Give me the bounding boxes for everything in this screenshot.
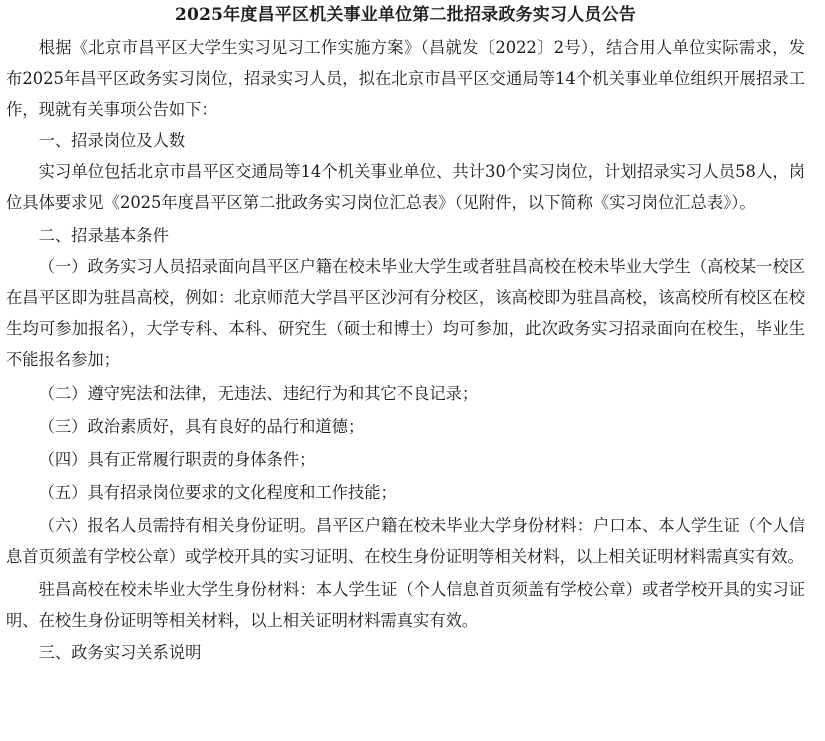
document-title: 2025年度昌平区机关事业单位第二批招录政务实习人员公告 (175, 5, 636, 25)
section-heading-conditions: 二、招录基本条件 (38, 226, 169, 245)
condition-item-3: （三）政治素质好，具有良好的品行和道德； (38, 417, 365, 436)
positions-paragraph: 实习单位包括北京市昌平区交通局等14个机关事业单位、共计30个实习岗位，计划招录实习人员58人，岗位具体要求见《2025年度昌平区第二批政务实习岗位汇总表》（见附件，以下简称《实习岗位汇总表》）。 (6, 162, 805, 212)
condition-item-2: （二）遵守宪法和法律，无违法、违纪行为和其它不良记录； (38, 384, 479, 403)
condition-item-6-supplement: 驻昌高校在校未毕业大学生身份材料：本人学生证（个人信息首页须盖有学校公章）或者学校开具的实习证明、在校生身份证明等相关材料，以上相关证明材料需真实有效。 (6, 580, 805, 630)
condition-item-5: （五）具有招录岗位要求的文化程度和工作技能； (38, 483, 397, 502)
intro-paragraph: 根据《北京市昌平区大学生实习见习工作实施方案》（昌就发〔2022〕2号），结合用人单位实际需求，发布2025年昌平区政务实习岗位，招录实习人员，拟在北京市昌平区交通局等14个机关事业单位组织开展招录工作，现就有关事项公告如下： (6, 38, 805, 119)
condition-item-1: （一）政务实习人员招录面向昌平区户籍在校未毕业大学生或者驻昌高校在校未毕业大学生（高校某一校区在昌平区即为驻昌高校，例如：北京师范大学昌平区沙河有分校区，该高校即为驻昌高校，该高校所有校区在校生均可参加报名），大学专科、本科、研究生（硕士和博士）均可参加，此次政务实习招录面向在校生，毕业生不能报名参加； (6, 257, 805, 369)
condition-item-6: （六）报名人员需持有相关身份证明。昌平区户籍在校未毕业大学身份材料：户口本、本人学生证（个人信息首页须盖有学校公章）或学校开具的实习证明、在校生身份证明等相关材料，以上相关证明材料需真实有效。 (6, 516, 805, 566)
section-heading-positions: 一、招录岗位及人数 (38, 131, 186, 150)
section-heading-relationship: 三、政务实习关系说明 (38, 643, 202, 662)
condition-item-4: （四）具有正常履行职责的身体条件； (38, 450, 316, 469)
